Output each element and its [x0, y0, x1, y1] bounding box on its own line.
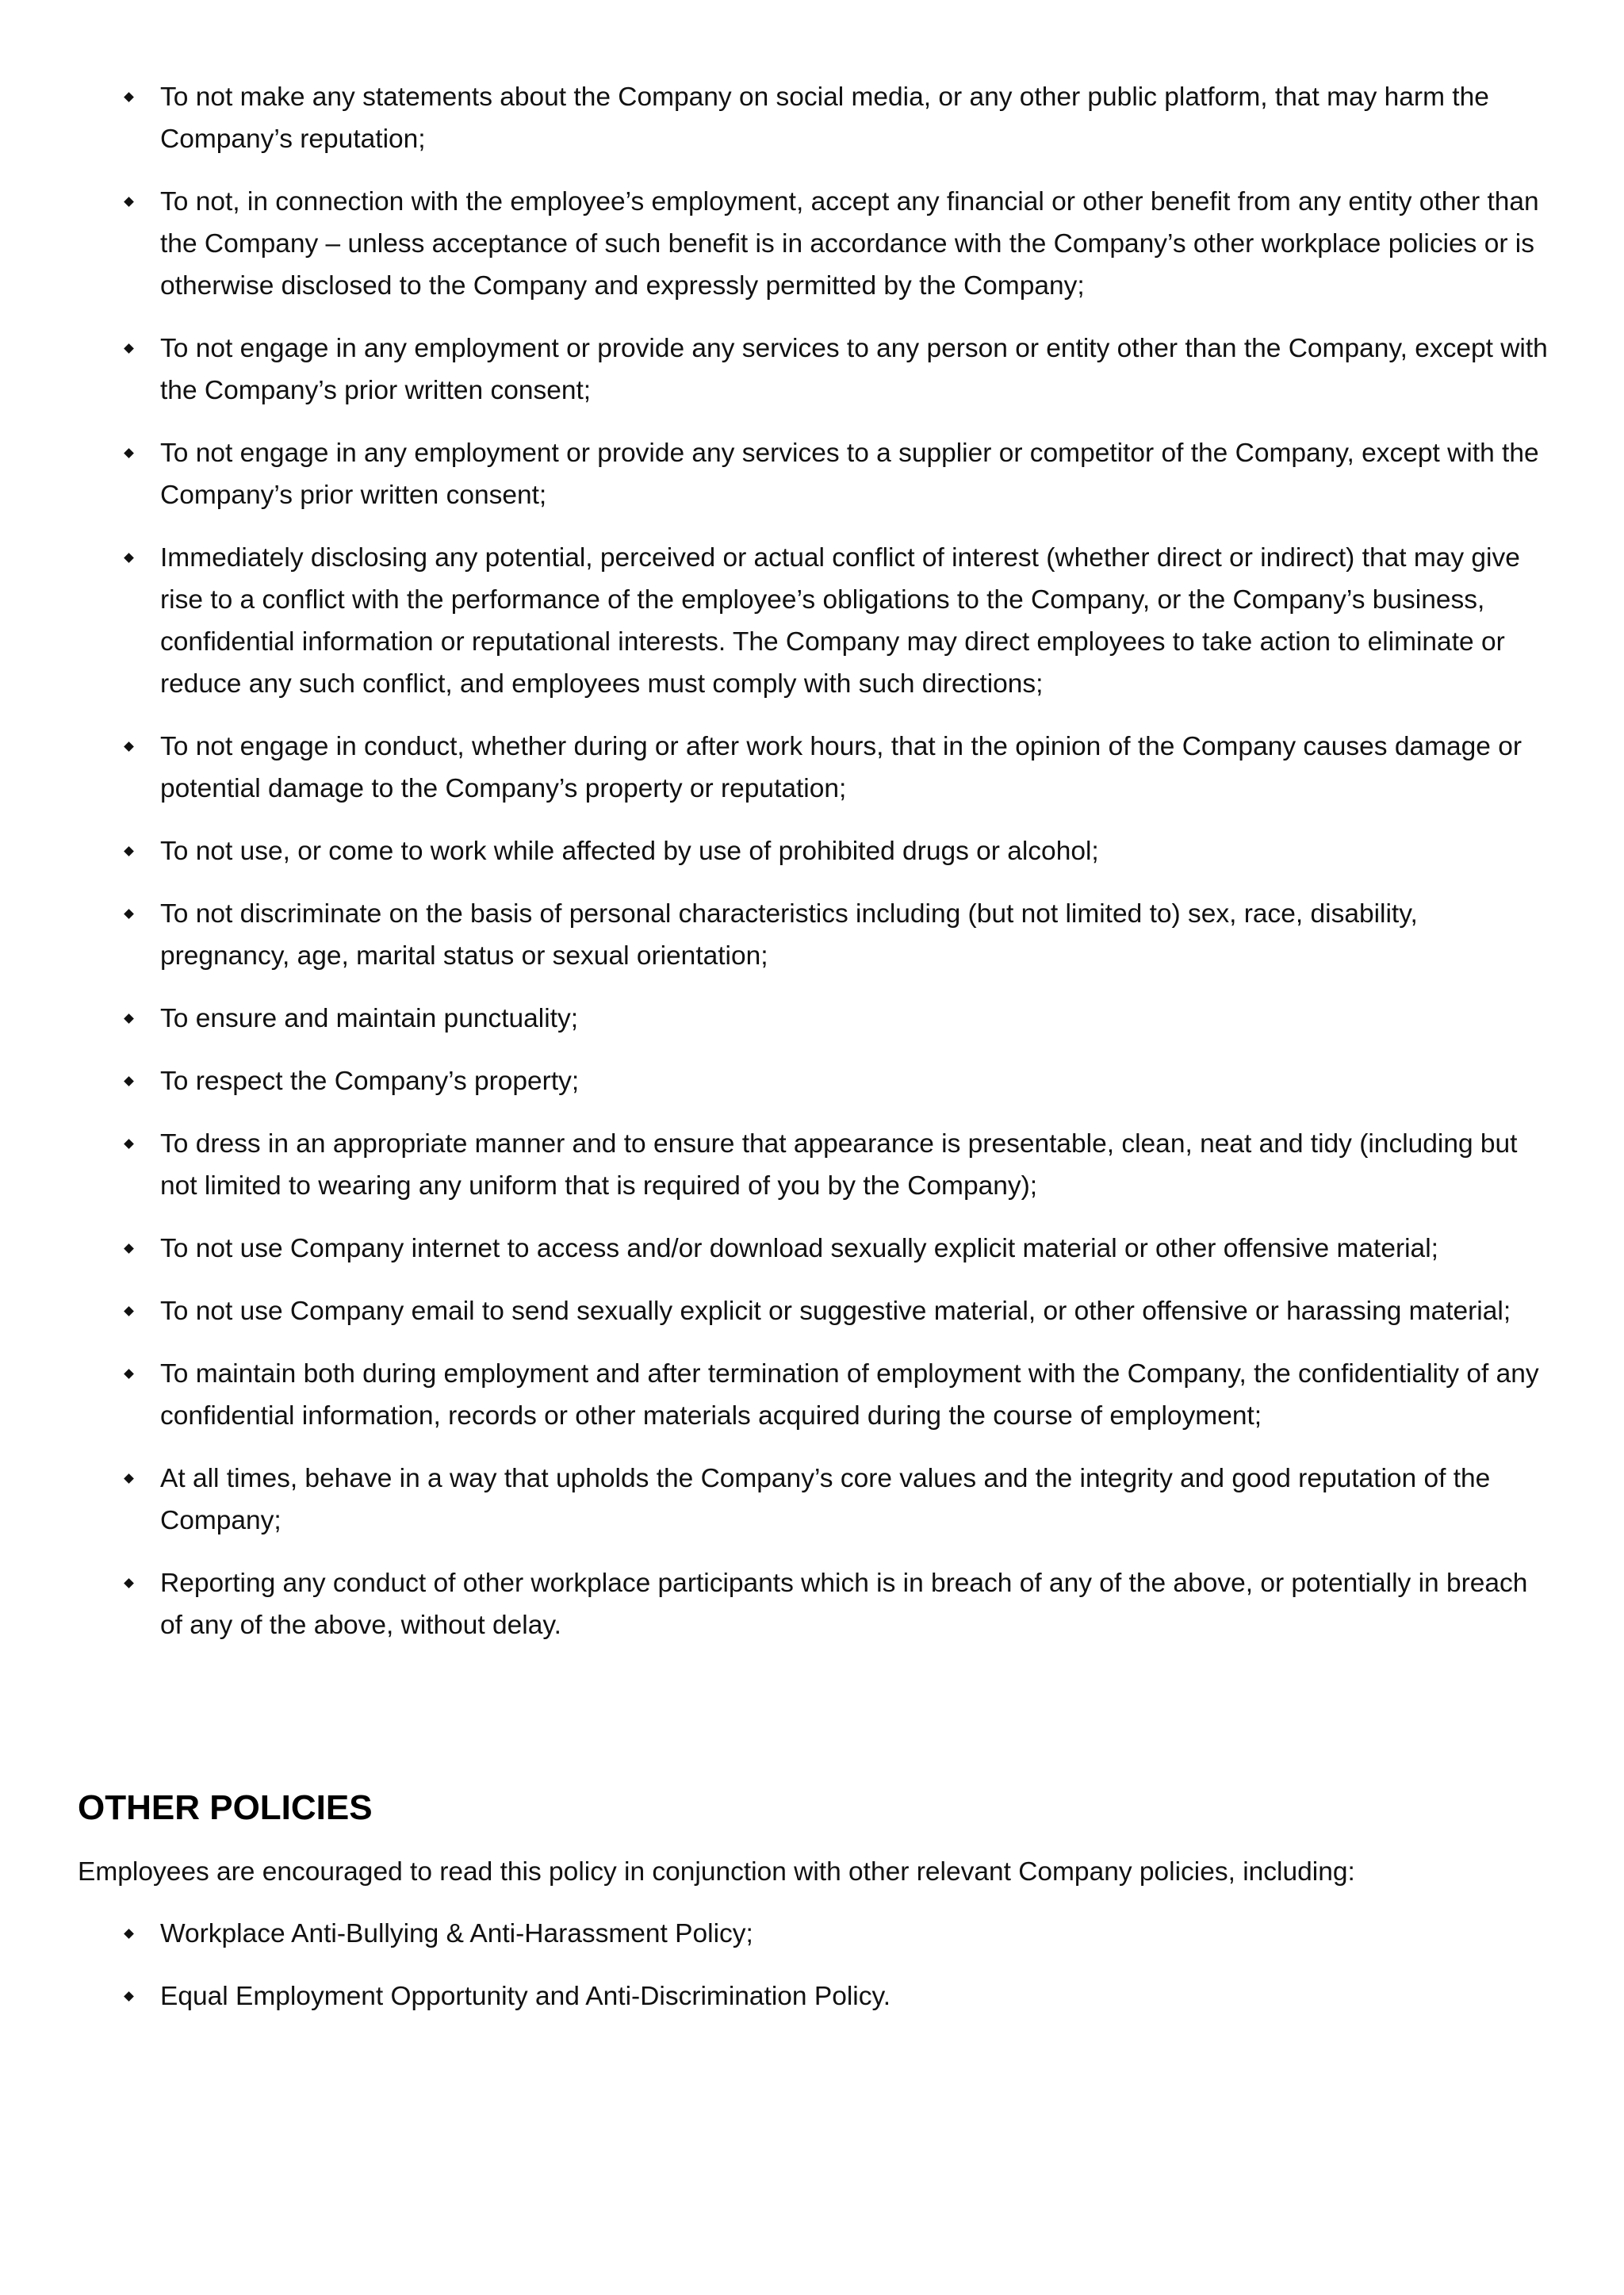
diamond-bullet-icon: [124, 448, 134, 458]
list-item: [78, 537, 1554, 705]
diamond-bullet-icon: [124, 343, 134, 354]
list-item-text: To not make any statements about the Company on social media, or any other public platform, that may harm the Company’s reputation;: [160, 82, 1489, 154]
list-item: [78, 328, 1554, 412]
list-item: [78, 1562, 1554, 1646]
other-policies-list: [78, 1913, 1554, 2038]
list-item-text: Reporting any conduct of other workplace participants which is in breach of any of the above, or potentially in breach of any of the above, without delay.: [160, 1569, 1528, 1640]
list-item: [78, 1975, 1554, 2017]
list-item-text: Immediately disclosing any potential, perceived or actual conflict of interest (whether direct or indirect) that may give rise to a conflict with the performance of the employee’s obligations to the Company, or the Company’s business, confidential information or reputational interests. The Company may direct employees to take action to eliminate or reduce any such conflict, and employees must comply with such directions;: [160, 543, 1520, 699]
list-item: [78, 76, 1554, 160]
list-item: [78, 1913, 1554, 1955]
list-item: [78, 181, 1554, 307]
list-item-text: To not engage in any employment or provide any services to any person or entity other than the Company, except with the Company’s prior written consent;: [160, 334, 1548, 405]
diamond-bullet-icon: [124, 846, 134, 856]
list-item-text: To ensure and maintain punctuality;: [160, 1004, 579, 1033]
list-item-text: To not use Company email to send sexually explicit or suggestive material, or other offensive or harassing material;: [160, 1297, 1511, 1326]
list-item: [78, 1123, 1554, 1207]
list-item-text: To not, in connection with the employee’s employment, accept any financial or other benefit from any entity other than the Company – unless acceptance of such benefit is in accordance with the Company’s other workplace policies or is otherwise disclosed to the Company and expressly permitted by the Company;: [160, 187, 1539, 301]
list-item: [78, 432, 1554, 516]
list-item-text: To not engage in conduct, whether during or after work hours, that in the opinion of the Company causes damage or potential damage to the Company’s property or reputation;: [160, 732, 1522, 803]
other-policies-intro: Employees are encouraged to read this policy in conjunction with other relevant Company policies, including:: [78, 1857, 1355, 1887]
list-item: [78, 726, 1554, 810]
diamond-bullet-icon: [124, 92, 134, 102]
diamond-bullet-icon: [124, 1473, 134, 1484]
list-item: [78, 1353, 1554, 1437]
diamond-bullet-icon: [124, 1369, 134, 1379]
diamond-bullet-icon: [124, 741, 134, 752]
diamond-bullet-icon: [124, 197, 134, 207]
list-item-text: To maintain both during employment and after termination of employment with the Company, the confidentiality of any confidential information, records or other materials acquired during the course of employment;: [160, 1359, 1539, 1431]
conduct-obligations-list: [78, 76, 1554, 1667]
diamond-bullet-icon: [124, 1306, 134, 1316]
diamond-bullet-icon: [124, 1139, 134, 1149]
list-item-text: To not engage in any employment or provide any services to a supplier or competitor of the Company, except with the Company’s prior written consent;: [160, 439, 1539, 510]
list-item: [78, 830, 1554, 872]
list-item-text: To not use Company internet to access and/or download sexually explicit material or other offensive material;: [160, 1234, 1438, 1263]
diamond-bullet-icon: [124, 909, 134, 919]
diamond-bullet-icon: [124, 1076, 134, 1086]
diamond-bullet-icon: [124, 553, 134, 563]
diamond-bullet-icon: [124, 1991, 134, 2002]
list-item-text: To not discriminate on the basis of personal characteristics including (but not limited to) sex, race, disability, pregnancy, age, marital status or sexual orientation;: [160, 899, 1418, 971]
list-item-text: To dress in an appropriate manner and to ensure that appearance is presentable, clean, neat and tidy (including but not limited to wearing any uniform that is required of you by the Company);: [160, 1129, 1518, 1201]
list-item-text: To respect the Company’s property;: [160, 1067, 580, 1096]
diamond-bullet-icon: [124, 1243, 134, 1254]
diamond-bullet-icon: [124, 1578, 134, 1588]
diamond-bullet-icon: [124, 1013, 134, 1024]
list-item: [78, 1228, 1554, 1270]
list-item-text: Equal Employment Opportunity and Anti-Discrimination Policy.: [160, 1982, 891, 2011]
list-item: [78, 1458, 1554, 1542]
section-heading-other-policies: OTHER POLICIES: [78, 1788, 373, 1827]
diamond-bullet-icon: [124, 1929, 134, 1939]
list-item: [78, 998, 1554, 1040]
list-item: [78, 1290, 1554, 1332]
list-item: [78, 893, 1554, 977]
list-item: [78, 1060, 1554, 1102]
list-item-text: To not use, or come to work while affected by use of prohibited drugs or alcohol;: [160, 837, 1099, 866]
list-item-text: At all times, behave in a way that upholds the Company’s core values and the integrity and good reputation of the Company;: [160, 1464, 1491, 1535]
list-item-text: Workplace Anti-Bullying & Anti-Harassment Policy;: [160, 1919, 753, 1948]
